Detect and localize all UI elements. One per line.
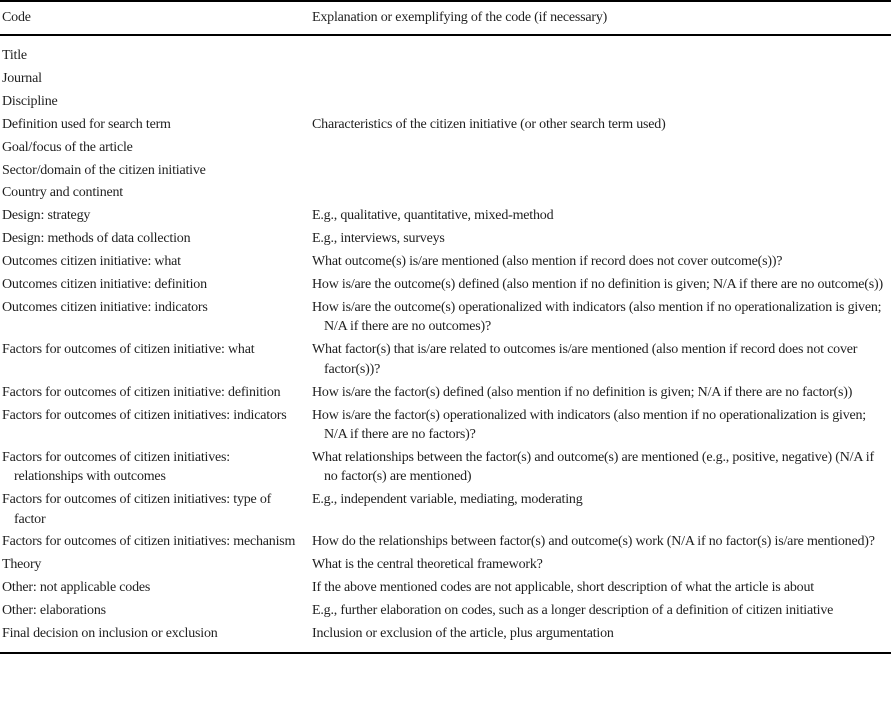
table-row — [0, 113, 891, 136]
code-cell: Definition used for search term — [2, 116, 171, 132]
column-header-code: Code — [0, 1, 308, 35]
explanation-cell: What is the central theoretical framework? — [312, 557, 543, 573]
explanation-cell — [308, 182, 891, 205]
table-row — [0, 381, 891, 404]
code-cell: Goal/focus of the article — [2, 139, 133, 155]
code-cell: Discipline — [2, 93, 58, 109]
code-cell: Outcomes citizen initiative: indicators — [2, 299, 208, 315]
code-cell: Factors for outcomes of citizen initiatives: type of factor — [2, 492, 272, 527]
explanation-cell: E.g., interviews, surveys — [312, 231, 445, 247]
explanation-cell: Characteristics of the citizen initiative (or other search term used) — [312, 116, 666, 132]
code-cell: Factors for outcomes of citizen initiatives: indicators — [2, 407, 287, 423]
explanation-cell — [308, 136, 891, 159]
table-row — [0, 577, 891, 600]
table-row — [0, 623, 891, 654]
table-row — [0, 90, 891, 113]
explanation-cell: How do the relationships between factor(s) and outcome(s) work (N/A if no factor(s) is/are mentioned)? — [312, 534, 875, 550]
table-row — [0, 205, 891, 228]
table-row — [0, 182, 891, 205]
explanation-cell: If the above mentioned codes are not applicable, short description of what the article is about — [312, 580, 814, 596]
explanation-cell: Inclusion or exclusion of the article, plus argumentation — [312, 626, 614, 642]
explanation-cell: How is/are the outcome(s) defined (also mention if no definition is given; N/A if there are no outcome(s)) — [312, 277, 883, 293]
table-row — [0, 274, 891, 297]
table-row — [0, 159, 891, 182]
code-cell: Design: strategy — [2, 208, 91, 224]
explanation-cell: E.g., qualitative, quantitative, mixed-method — [312, 208, 554, 224]
code-cell: Factors for outcomes of citizen initiatives: mechanism — [2, 534, 296, 550]
code-cell: Design: methods of data collection — [2, 231, 191, 247]
table-row — [0, 600, 891, 623]
table-row — [0, 251, 891, 274]
table-row — [0, 446, 891, 488]
code-cell: Outcomes citizen initiative: what — [2, 254, 181, 270]
explanation-cell: E.g., independent variable, mediating, moderating — [312, 492, 583, 508]
explanation-cell: How is/are the outcome(s) operationalized with indicators (also mention if no operationalization is given; N/A if there are no outcomes)? — [312, 299, 882, 335]
table-row — [0, 531, 891, 554]
table-row — [0, 296, 891, 338]
code-cell: Theory — [2, 557, 42, 573]
header-row — [0, 1, 891, 35]
table-row — [0, 228, 891, 251]
explanation-cell — [308, 67, 891, 90]
code-cell: Country and continent — [2, 185, 124, 201]
code-cell: Journal — [2, 70, 42, 86]
column-header-explanation: Explanation or exemplifying of the code (if necessary) — [308, 1, 891, 35]
explanation-cell — [308, 90, 891, 113]
table-row — [0, 489, 891, 531]
code-cell: Sector/domain of the citizen initiative — [2, 162, 206, 178]
explanation-cell: How is/are the factor(s) defined (also mention if no definition is given; N/A if there are no factor(s)) — [312, 384, 853, 400]
explanation-cell: E.g., further elaboration on codes, such as a longer description of a definition of citizen initiative — [312, 603, 834, 619]
table-row — [0, 67, 891, 90]
code-cell: Other: not applicable codes — [2, 580, 151, 596]
table-body — [0, 35, 891, 653]
code-cell: Factors for outcomes of citizen initiative: what — [2, 342, 255, 358]
code-cell: Title — [2, 48, 27, 63]
explanation-cell: What relationships between the factor(s) and outcome(s) are mentioned (e.g., positive, negative) (N/A if no factor(s) are mentioned) — [312, 449, 874, 485]
code-cell: Factors for outcomes of citizen initiatives: relationships with outcomes — [2, 449, 230, 485]
table-row — [0, 35, 891, 67]
explanation-cell — [308, 159, 891, 182]
table-row — [0, 554, 891, 577]
explanation-cell: How is/are the factor(s) operationalized with indicators (also mention if no operationalization is given; N/A if there are no factors)? — [312, 407, 866, 442]
table-row — [0, 404, 891, 446]
explanation-cell: What factor(s) that is/are related to outcomes is/are mentioned (also mention if record does not cover factor(s))? — [312, 342, 858, 377]
code-cell: Outcomes citizen initiative: definition — [2, 277, 207, 293]
table-row — [0, 339, 891, 381]
table-header — [0, 1, 891, 35]
code-cell: Factors for outcomes of citizen initiative: definition — [2, 384, 281, 400]
code-cell: Final decision on inclusion or exclusion — [2, 626, 218, 642]
explanation-cell — [308, 35, 891, 67]
explanation-cell: What outcome(s) is/are mentioned (also mention if record does not cover outcome(s))? — [312, 254, 783, 270]
table-row — [0, 136, 891, 159]
code-cell: Other: elaborations — [2, 603, 106, 619]
